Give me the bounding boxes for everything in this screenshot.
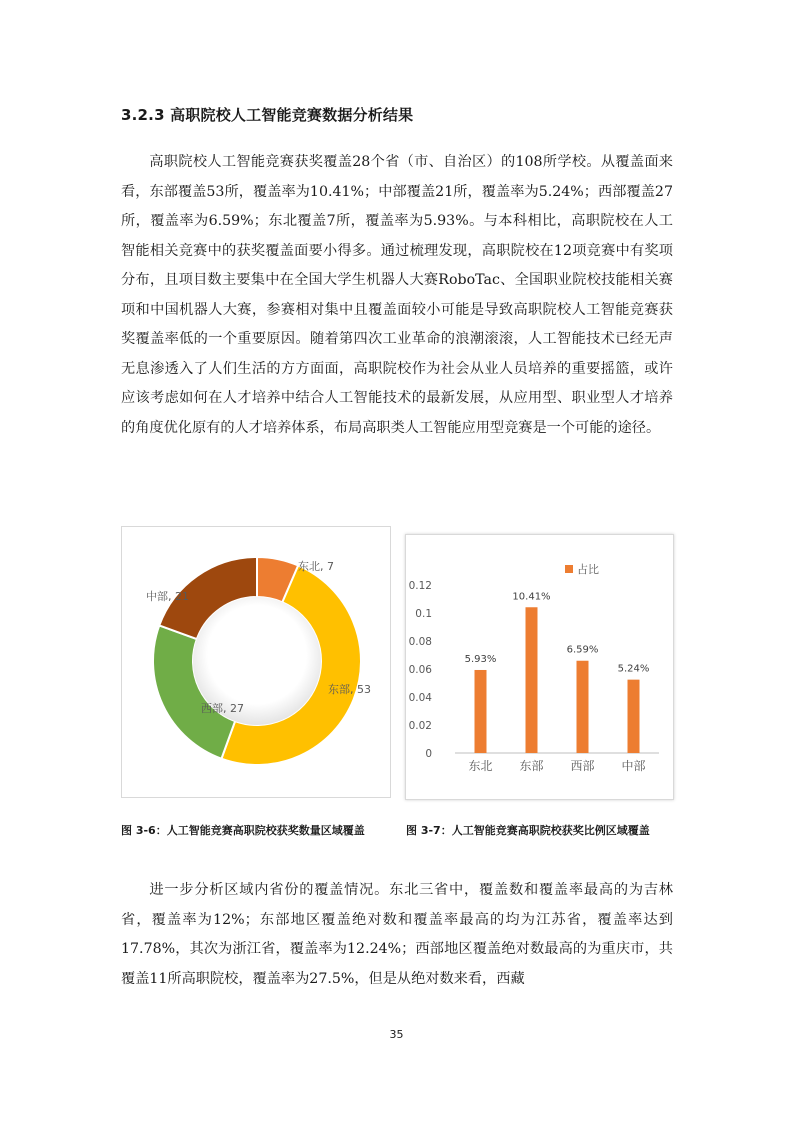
- y-tick-label: 0.08: [408, 636, 432, 648]
- figure-caption-3-7: 图 3-7：人工智能竞赛高职院校获奖比例区域覆盖: [406, 824, 650, 837]
- bar-data-label: 6.59%: [566, 644, 599, 656]
- donut-chart: [122, 527, 390, 797]
- figure-caption-3-6: 图 3-6：人工智能竞赛高职院校获奖数量区域覆盖: [121, 824, 365, 837]
- legend-swatch: [565, 565, 573, 573]
- section-heading: 3.2.3 高职院校人工智能竞赛数据分析结果: [121, 106, 414, 124]
- y-tick-label: 0.1: [415, 608, 432, 620]
- bar-chart: [406, 535, 673, 799]
- y-tick-label: 0.12: [408, 580, 432, 592]
- donut-data-label: 西部, 27: [201, 702, 244, 715]
- y-tick-label: 0: [425, 748, 432, 760]
- y-tick-label: 0.02: [408, 720, 432, 732]
- x-tick-label: 东部: [519, 759, 544, 773]
- paragraph-coverage: 高职院校人工智能竞赛获奖覆盖28个省（市、自治区）的108所学校。从覆盖面来看，东部覆盖53所，覆盖率为10.41%；中部覆盖21所，覆盖率为5.24%；西部覆盖27所，覆盖率为6.59%；东北覆盖7所，覆盖率为5.93%。与本科相比，高职院校在人工智能相关竞赛中的获奖覆盖面要小得多。通过梳理发现，高职院校在12项竞赛中有奖项分布，且项目数主要集中在全国大学生机器人大赛RoboTac、全国职业院校技能相关赛项和中国机器人大赛，参赛相对集中且覆盖面较小可能是导致高职院校人工智能竞赛获奖覆盖率低的一个重要原因。随着第四次工业革命的浪潮滚滚，人工智能技术已经无声无息渗透入了人们生活的方方面面，高职院校作为社会从业人员培养的重要摇篮，或许应该考虑如何在人才培养中结合人工智能技术的最新发展，从应用型、职业型人才培养的角度优化原有的人才培养体系，布局高职类人工智能应用型竞赛是一个可能的途径。: [121, 154, 673, 436]
- y-tick-label: 0.04: [408, 692, 432, 704]
- bar-data-label: 5.93%: [464, 653, 497, 665]
- y-tick-label: 0.06: [408, 664, 432, 676]
- x-tick-label: 西部: [570, 759, 595, 773]
- paragraph-provinces: 进一步分析区域内省份的覆盖情况。东北三省中，覆盖数和覆盖率最高的为吉林省，覆盖率为12%；东部地区覆盖绝对数和覆盖率最高的均为江苏省，覆盖率达到17.78%，其次为浙江省，覆盖率为12.24%；西部地区覆盖绝对数最高的为重庆市，共覆盖11所高职院校，覆盖率为27.5%，但是从绝对数来看，西藏: [121, 882, 673, 987]
- donut-chart-panel: [121, 526, 391, 798]
- donut-data-label: 东部, 53: [328, 683, 371, 696]
- donut-data-label: 中部, 21: [146, 590, 189, 603]
- bar-4: [628, 680, 640, 753]
- bar-3: [577, 661, 589, 753]
- bar-chart-panel: [405, 534, 674, 800]
- bar-2: [526, 607, 538, 753]
- page-number: 35: [389, 1028, 404, 1041]
- bar-data-label: 10.41%: [512, 591, 551, 603]
- x-tick-label: 东北: [468, 759, 493, 773]
- donut-data-label: 东北, 7: [298, 560, 334, 573]
- legend-label: 占比: [577, 563, 599, 576]
- bar-data-label: 5.24%: [617, 663, 650, 675]
- x-tick-label: 中部: [621, 759, 646, 773]
- bar-1: [475, 670, 487, 753]
